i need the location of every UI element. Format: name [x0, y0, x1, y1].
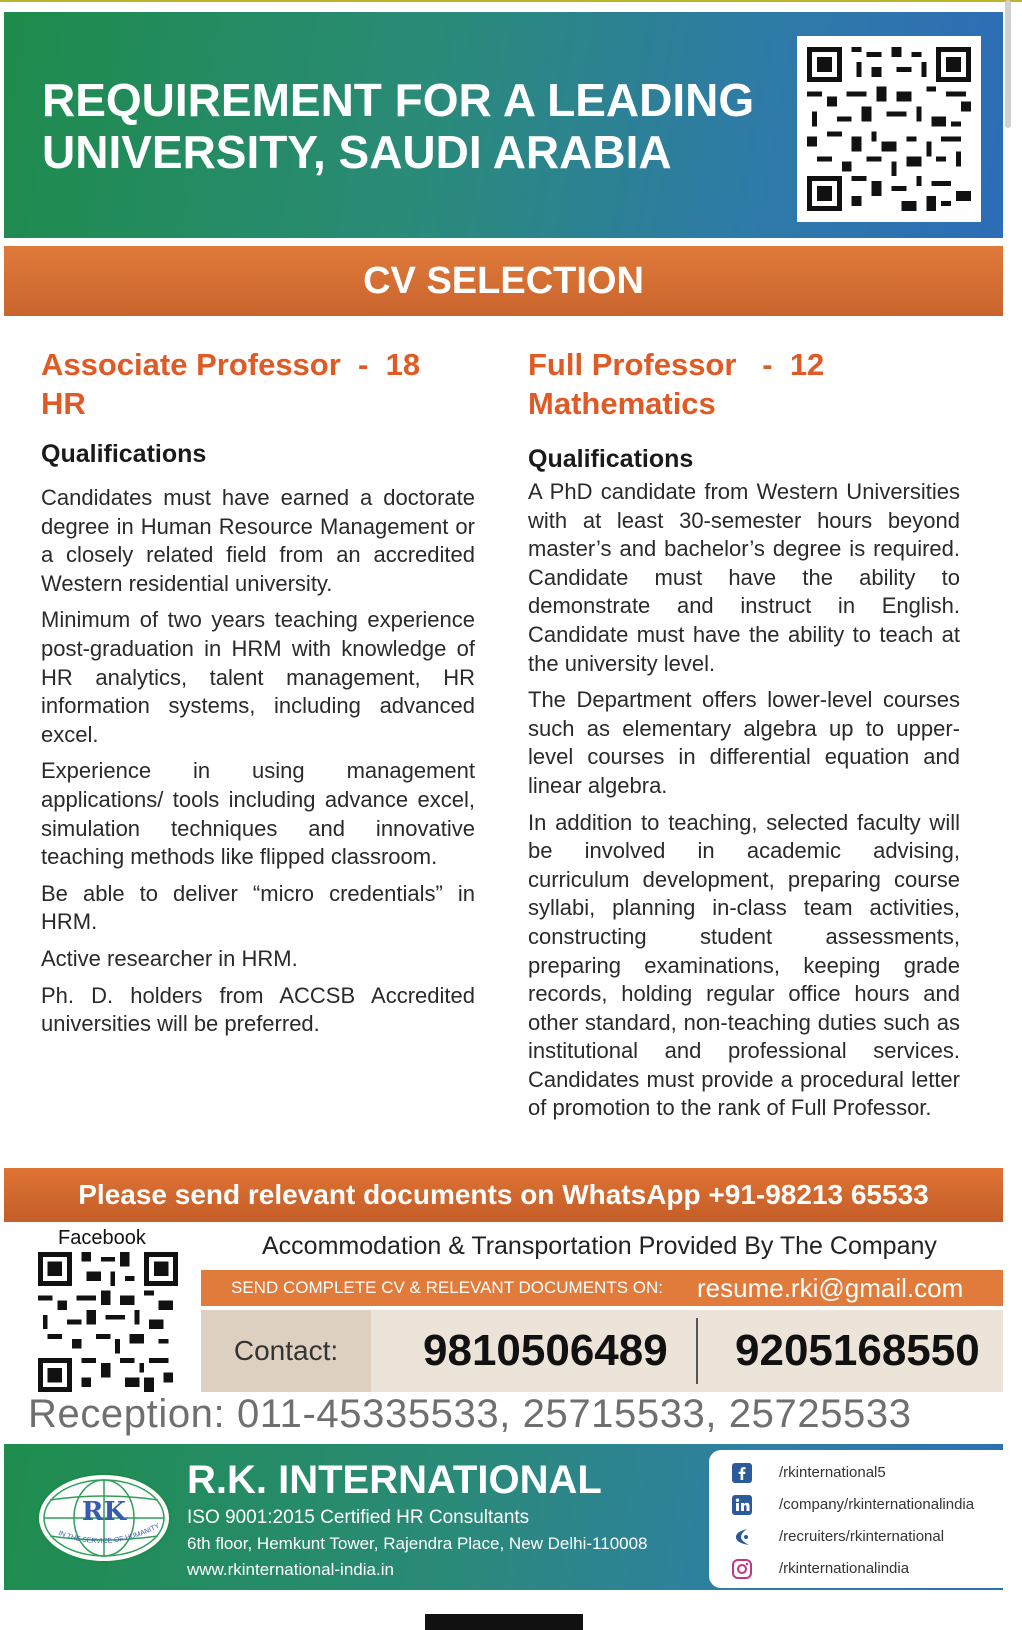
associate-professor-section [41, 345, 475, 1047]
reception-numbers: Reception: 011-45335533, 25715533, 25725533 [28, 1392, 912, 1436]
qualification-paragraph: The Department offers lower-level courses such as elementary algebra up to upper-level courses in differential equation and linear algebra. [528, 687, 960, 798]
company-footer [4, 1444, 1003, 1590]
social-handle: /recruiters/rkinternational [779, 1528, 945, 1545]
header-banner [4, 12, 1003, 238]
cv-selection-banner: CV SELECTION [4, 246, 1003, 316]
phone-number-1[interactable]: 9810506489 [423, 1326, 668, 1375]
qualification-paragraph: Active researcher in HRM. [41, 945, 298, 971]
contact-label: Contact: [201, 1310, 371, 1392]
qualifications-heading: Qualifications [41, 440, 207, 468]
send-cv-label: SEND COMPLETE CV & RELEVANT DOCUMENTS ON: [231, 1278, 663, 1297]
facebook-icon [731, 1462, 753, 1484]
rk-logo [34, 1470, 174, 1566]
qualification-paragraph: Minimum of two years teaching experience post-graduation in HRM with knowledge of HR analytics, talent management, HR information systems, including advanced excel. [41, 607, 475, 747]
company-address: 6th floor, Hemkunt Tower, Rajendra Place, New Delhi-110008 [187, 1534, 648, 1553]
company-name: R.K. INTERNATIONAL [187, 1458, 602, 1502]
accommodation-note: Accommodation & Transportation Provided By The Company [262, 1232, 937, 1260]
job-title-line: Associate Professor - 18 [41, 347, 421, 382]
header-qr-code[interactable] [797, 36, 981, 222]
title-line-1: REQUIREMENT FOR A LEADING [42, 74, 755, 126]
qualification-paragraph: Be able to deliver “micro credentials” in HRM. [41, 880, 475, 935]
social-link-linkedin[interactable] [731, 1492, 1001, 1518]
title-line-2: UNIVERSITY, SAUDI ARABIA [42, 126, 672, 178]
contact-divider [696, 1318, 698, 1384]
top-border-line [0, 0, 1022, 2]
company-website[interactable]: www.rkinternational-india.in [187, 1560, 394, 1579]
send-cv-strip [201, 1270, 1003, 1306]
social-link-instagram[interactable] [731, 1556, 1001, 1582]
scrollbar-thumb[interactable] [1005, 0, 1011, 128]
qualification-paragraph: Candidates must have earned a doctorate degree in Human Resource Management or a closely related field from an accredited Western residential university. [41, 485, 475, 596]
logo-rk-text: RK [81, 1497, 127, 1527]
linkedin-icon [731, 1494, 753, 1516]
instagram-icon [731, 1558, 753, 1580]
qualification-paragraph: Experience in using management applications/ tools including advance excel, simulation techniques and innovative teaching methods like flipped classroom. [41, 758, 475, 870]
job-title-full-professor [528, 345, 960, 423]
facebook-qr-code[interactable] [38, 1252, 178, 1392]
globe-logo-icon [34, 1470, 174, 1566]
job-title-associate-professor [41, 345, 475, 423]
contact-box [201, 1310, 1003, 1392]
social-links-box [709, 1450, 1003, 1588]
social-link-facebook[interactable] [731, 1460, 1001, 1486]
naukri-icon [731, 1526, 753, 1548]
whatsapp-banner[interactable]: Please send relevant documents on WhatsApp +91-98213 65533 [4, 1168, 1003, 1222]
social-handle: /company/rkinternationalindia [779, 1496, 975, 1513]
social-handle: /rkinternationalindia [779, 1560, 910, 1577]
facebook-label: Facebook [58, 1227, 146, 1249]
logo-tagline: IN THE SERVICE OF HUMANITY [57, 1522, 161, 1546]
phone-number-2[interactable]: 9205168550 [735, 1326, 980, 1375]
qualification-paragraph: In addition to teaching, selected faculty will be involved in academic advising, curriculum development, preparing course syllabi, planning in-class team activities, constructing student assessments, preparing examinations, keeping grade records, holding regular office hours and other standard, non-teaching duties such as institutional and professional services. Candidates must provide a procedural letter of promotion to the rank of Full Professor. [528, 809, 960, 1121]
social-handle: /rkinternational5 [779, 1464, 886, 1481]
qualifications-heading: Qualifications [528, 445, 694, 473]
qr-code-icon [38, 1252, 178, 1392]
job-subject: Mathematics [528, 386, 716, 421]
qualification-paragraph: A PhD candidate from Western Universities with at least 30-semester hours beyond master’s and bachelor’s degree is required. Candidate must have the ability to demonstrate and instruct in English. Candidate must have the ability to teach at the university level. [528, 479, 960, 676]
job-subject: HR [41, 386, 86, 421]
qualification-paragraph: Ph. D. holders from ACCSB Accredited universities will be preferred. [41, 982, 475, 1037]
page-title [42, 74, 782, 178]
job-title-line: Full Professor - 12 [528, 347, 825, 382]
home-indicator-bar [425, 1614, 583, 1630]
full-professor-section [528, 345, 960, 1131]
email-link[interactable]: resume.rki@gmail.com [697, 1273, 964, 1303]
iso-certification: ISO 9001:2015 Certified HR Consultants [187, 1507, 530, 1528]
social-link-naukri[interactable] [731, 1524, 1001, 1550]
qr-code-icon [797, 36, 981, 222]
